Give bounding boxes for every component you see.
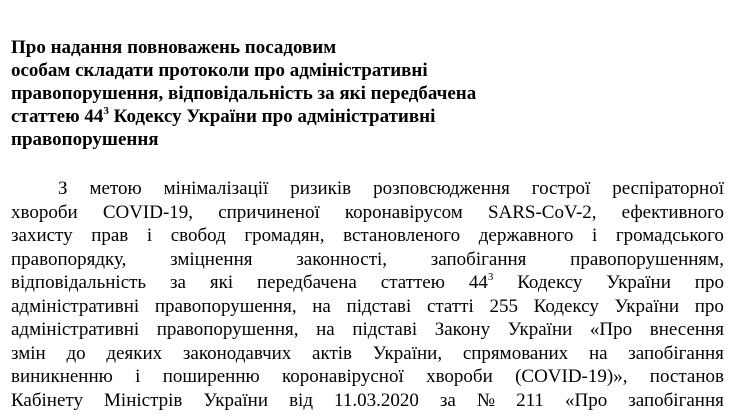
body-line: [11, 248, 724, 272]
body-superscript: 3: [487, 270, 494, 283]
body-word: хвороби: [426, 366, 493, 387]
title-line-3: правопорушення, відповідальність за які передбачена: [11, 83, 477, 104]
body-word: коронавірусної: [282, 366, 404, 387]
body-word: мінімалізації: [163, 178, 269, 199]
body-word: правопорушення,: [154, 295, 297, 317]
body-paragraph: [11, 177, 724, 412]
body-word: постанов: [649, 366, 724, 387]
body-word: запобігання: [628, 389, 724, 411]
body-word: актів: [312, 342, 353, 364]
body-word: Кодексу: [517, 272, 583, 293]
body-word: респіраторної: [612, 178, 724, 199]
body-word: від: [289, 389, 313, 411]
body-word: громадського: [615, 225, 724, 246]
body-word: запобігання: [430, 248, 527, 270]
body-line: [11, 201, 724, 225]
body-line: [11, 318, 724, 342]
body-word: про: [694, 272, 724, 293]
body-word: України: [614, 295, 680, 317]
body-word: прав: [91, 225, 129, 246]
body-word: коронавірусом: [344, 201, 463, 223]
body-line: [11, 389, 724, 413]
title-line-5: правопорушення: [11, 129, 159, 150]
body-word: підставі: [352, 319, 418, 340]
body-word: 211: [516, 389, 544, 411]
body-word: громадян,: [244, 225, 325, 246]
body-word: змін: [11, 342, 46, 364]
title-line-2: особам складати протоколи про адміністративні: [11, 60, 428, 81]
body-word: на: [312, 295, 331, 317]
body-word: $44^3$: [468, 270, 494, 293]
body-word: «Про: [564, 389, 608, 411]
body-word: Закону: [434, 319, 491, 340]
body-word: 255: [489, 295, 518, 317]
body-word: і: [591, 225, 598, 246]
body-word: ефективного: [621, 201, 724, 223]
body-word: України: [203, 389, 268, 411]
body-word: встановленого: [343, 225, 461, 246]
body-word: адміністративні: [11, 295, 140, 317]
body-word: розповсюдження: [373, 178, 510, 199]
body-word: гострої: [531, 178, 591, 199]
body-word: метою: [89, 178, 142, 199]
body-word: запобігання: [628, 342, 724, 364]
body-word: ризиків: [290, 178, 352, 199]
body-word: поширенню: [162, 366, 260, 387]
body-word: спричиненої: [218, 201, 320, 223]
body-line: [11, 342, 724, 366]
body-word: України,: [372, 342, 443, 364]
body-word: і: [146, 225, 153, 246]
body-word: і: [135, 366, 141, 387]
title-line-4-end: Кодексу України про адміністративні: [113, 106, 436, 127]
title-line-4: [11, 105, 571, 128]
body-word: свобод: [170, 225, 226, 246]
body-word: відповідальність: [11, 272, 147, 293]
body-word: деяких: [106, 342, 163, 364]
body-word: про: [694, 295, 724, 317]
document-title: [11, 36, 571, 151]
body-word: Кабінету: [11, 389, 83, 411]
body-word: України: [606, 272, 671, 293]
body-word: правопорушенням,: [570, 248, 724, 270]
body-word: адміністративні: [11, 319, 140, 340]
body-word: 11.03.2020: [334, 389, 419, 411]
body-word: Кодексу: [533, 295, 599, 317]
body-word: (COVID-19)»,: [515, 366, 628, 387]
body-word: до: [66, 342, 86, 364]
body-word: Міністрів: [104, 389, 183, 411]
body-word: України: [507, 319, 573, 340]
body-line: [11, 224, 724, 248]
body-line: [11, 271, 724, 295]
body-word: які: [209, 272, 234, 293]
body-word: підставі: [346, 295, 412, 317]
body-word: статтею: [380, 272, 445, 293]
body-word: законодавчих: [182, 342, 292, 364]
body-line: [11, 365, 724, 389]
body-word: правопорядку,: [11, 248, 127, 270]
body-word: COVID-19,: [102, 201, 194, 223]
body-line: [11, 295, 724, 319]
body-word: спрямованих: [462, 342, 569, 364]
title-superscript: 3: [103, 104, 109, 117]
body-word: статті: [426, 295, 474, 317]
body-word: за: [170, 272, 186, 293]
body-line: [11, 177, 724, 201]
body-word: внесення: [649, 319, 724, 340]
body-word: «Про: [589, 319, 633, 340]
body-word: передбачена: [256, 272, 357, 293]
body-word: З: [58, 178, 68, 199]
body-word: державного: [478, 225, 574, 246]
body-word: зміцнення: [170, 248, 253, 270]
body-word: на: [316, 319, 335, 340]
body-word: законності,: [296, 248, 388, 270]
body-word: за: [439, 389, 456, 411]
body-word: захисту: [11, 225, 73, 246]
body-word: виникненню: [11, 366, 113, 387]
body-word: SARS-CoV-2,: [487, 201, 597, 223]
body-word: хвороби: [11, 201, 78, 223]
body-word: №: [476, 389, 496, 411]
title-line-4-start: статтею 44: [11, 106, 104, 127]
body-word: правопорушення,: [156, 319, 299, 340]
body-word: на: [588, 342, 608, 364]
title-line-1: Про надання повноважень посадовим: [11, 37, 337, 58]
